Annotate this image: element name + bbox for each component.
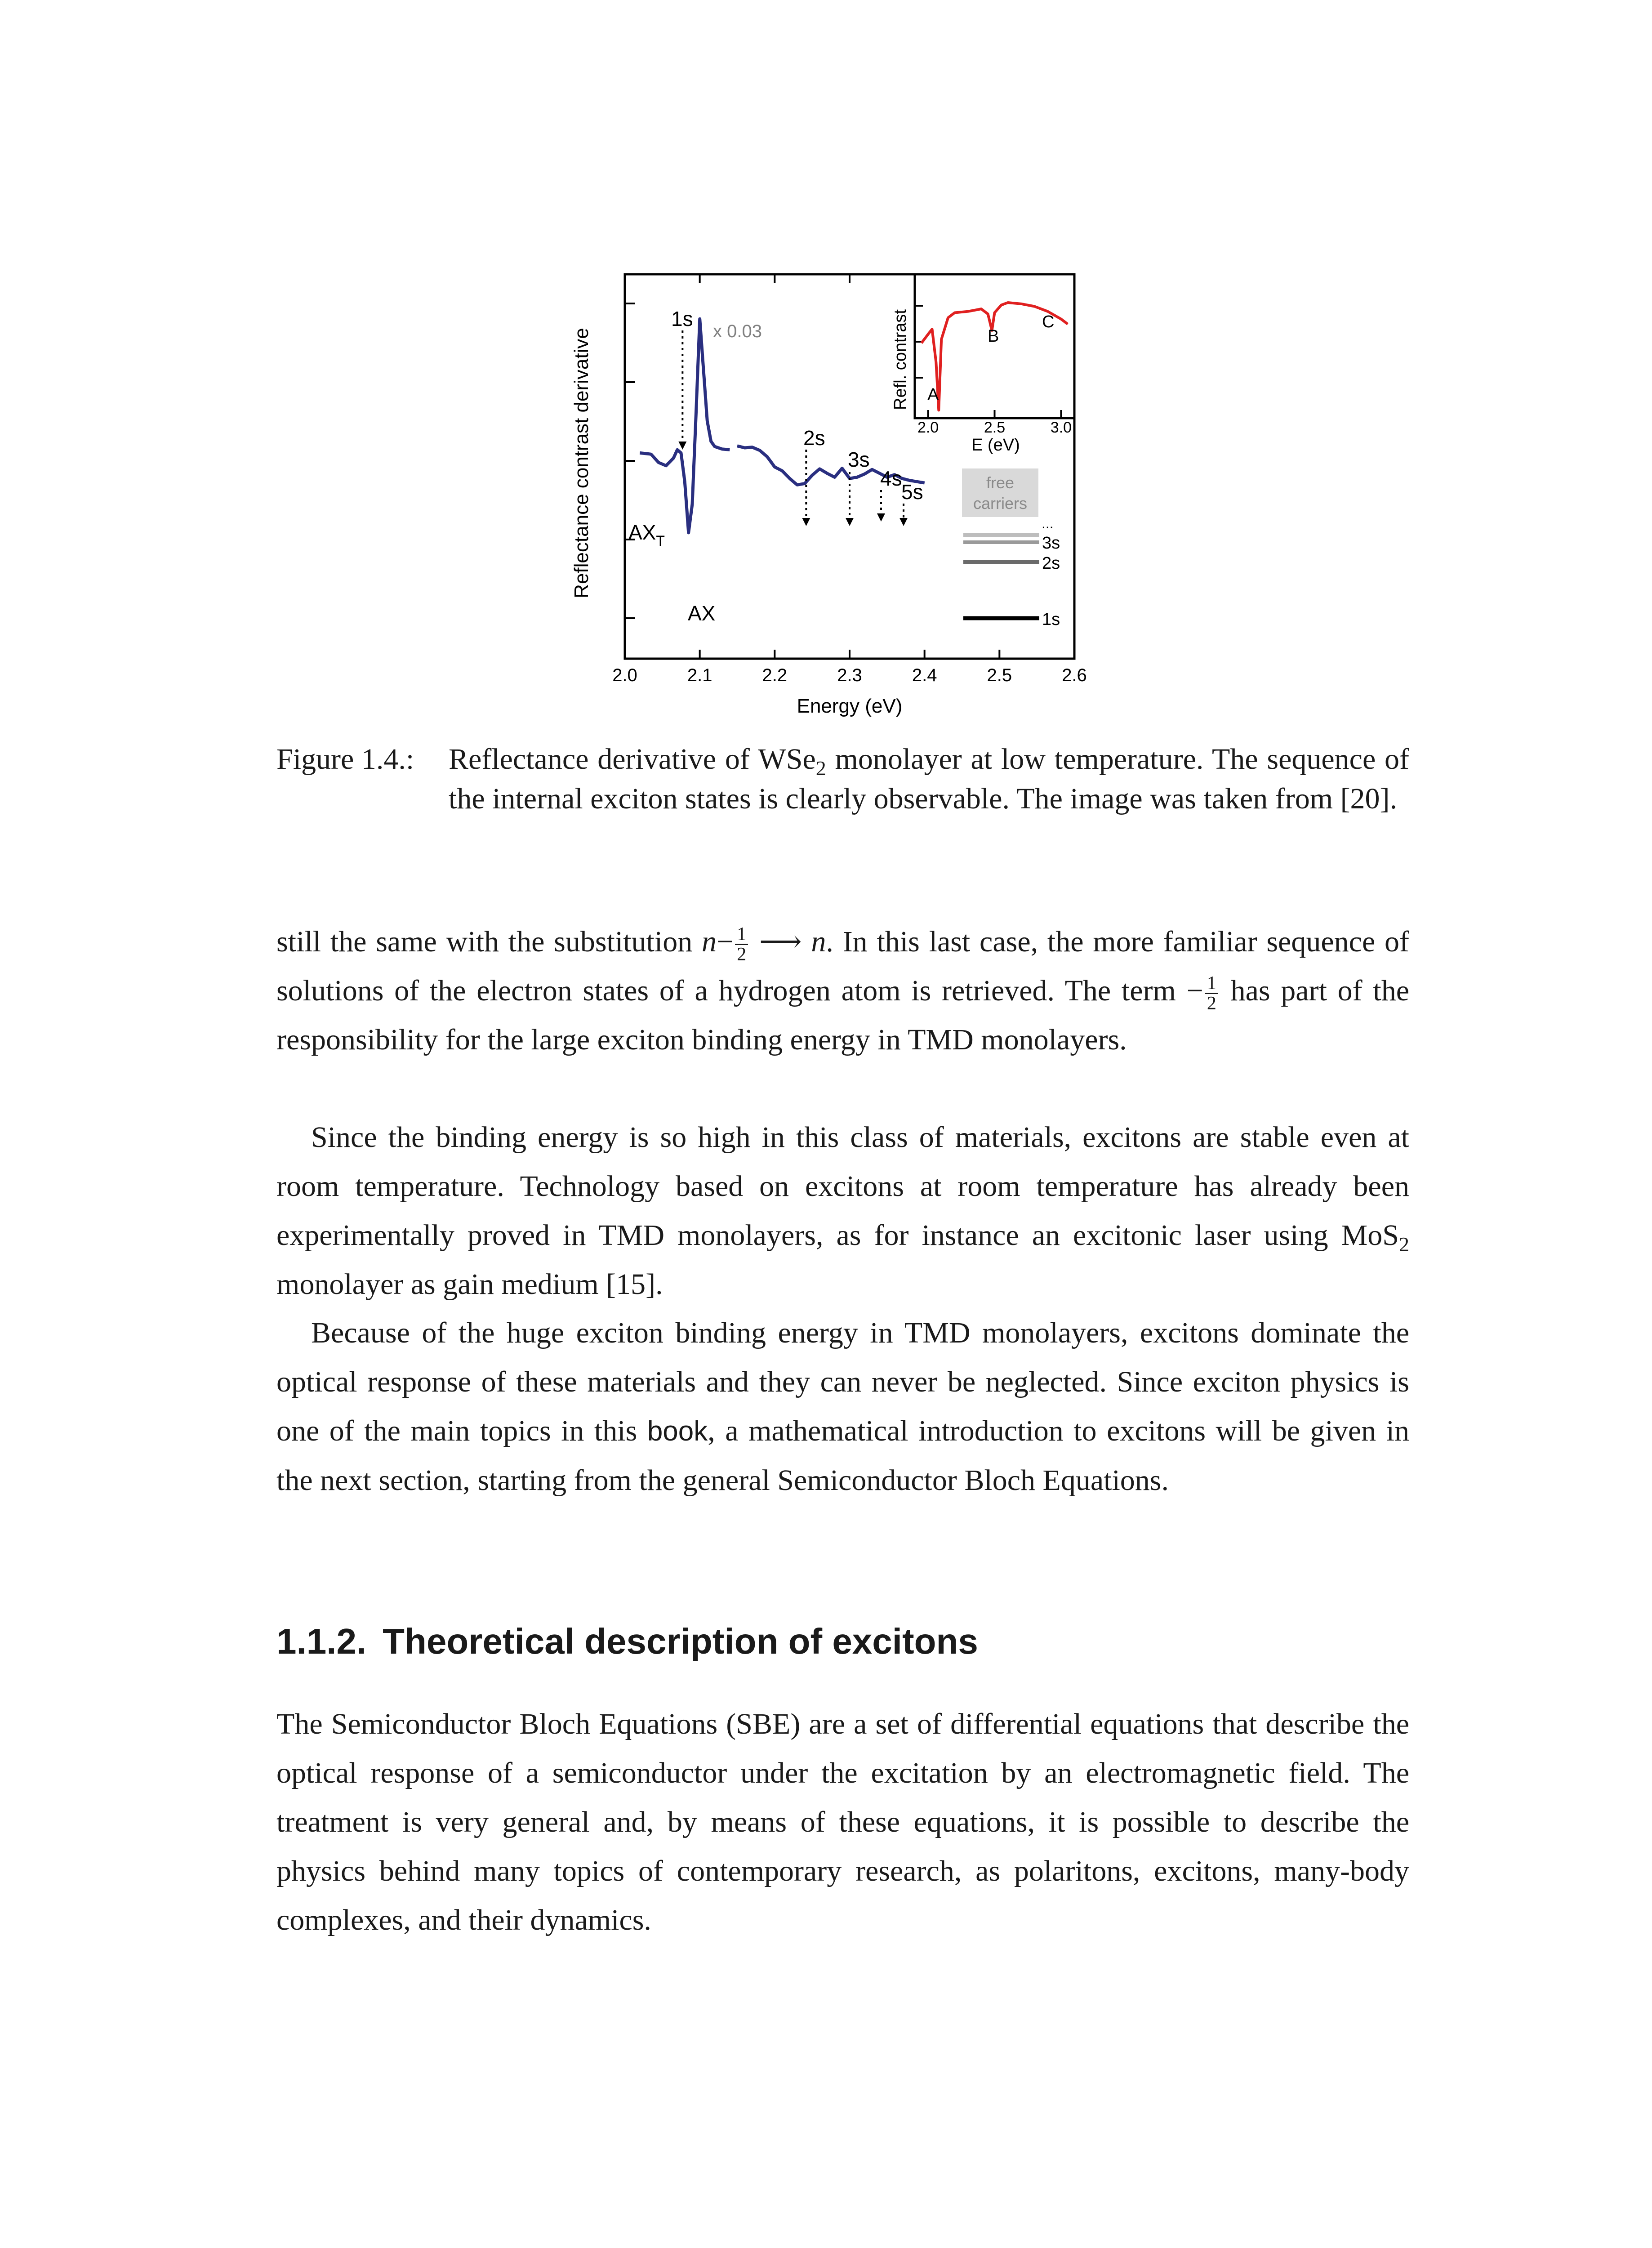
main-curve-series-1 — [640, 319, 730, 533]
caption-label: Figure 1.4.: — [276, 743, 414, 776]
main-x-tick-label: 2.3 — [837, 665, 862, 685]
peak-arrow-head — [846, 518, 854, 526]
caption-subscript: 2 — [815, 757, 826, 780]
p1-math-n2: n — [811, 925, 826, 958]
label-1s: 1s — [671, 307, 693, 330]
p1-fraction2 — [1205, 974, 1218, 1013]
p1-minus2: − — [1186, 974, 1203, 1007]
peak-arrows — [678, 330, 908, 526]
peak-arrow-head — [899, 518, 908, 526]
level-label-3s: 3s — [1042, 534, 1060, 553]
level-label-1s: 1s — [1042, 610, 1060, 629]
label-2s: 2s — [803, 426, 825, 450]
label-3s: 3s — [848, 448, 870, 471]
main-y-axis-label: Reflectance contrast derivative — [570, 328, 592, 598]
p2-subscript: 2 — [1399, 1233, 1409, 1256]
main-x-tick-label: 2.2 — [762, 665, 788, 685]
figure-caption — [276, 740, 1409, 819]
p1-arrow: ⟶ — [750, 925, 811, 958]
main-x-tick-label: 2.1 — [687, 665, 712, 685]
main-x-tick-label: 2.5 — [987, 665, 1012, 685]
main-x-tick-label: 2.4 — [912, 665, 937, 685]
inset-x-tick-label: 3.0 — [1050, 419, 1072, 436]
p3-text-b: , a mathematical introduction to excitons will be given in the next section, starting from the general Semiconductor Bloch Equations. — [276, 1414, 1410, 1497]
p1-text-a: still the same with the substitution — [276, 925, 702, 958]
caption-text-part1: Reflectance derivative of WSe — [449, 743, 816, 776]
figure-reflectance-derivative — [557, 252, 1124, 733]
inset-x-tick-label: 2.5 — [984, 419, 1006, 436]
free-carriers-line2: carriers — [973, 494, 1028, 513]
main-axis-tick-labels — [612, 665, 1087, 685]
p1-text-b: . In this last case, the more familiar sequence of solutions of the electron states of a hydrogen atom is retrieved. The term — [276, 925, 1409, 1007]
label-5s: 5s — [901, 480, 923, 504]
label-4s: 4s — [880, 467, 902, 490]
p1-math-n: n — [702, 925, 717, 958]
peak-arrow-head — [678, 442, 686, 450]
paragraph-4: The Semiconductor Bloch Equations (SBE) are a set of differential equations that describe the optical response of a semiconductor under the excitation by an electromagnetic field. The treatment is very general and, by means of these equations, it is possible to describe the physics behind many topics of contemporary research, as polaritons, excitons, many-body complexes, and their dynamics. — [276, 1708, 1409, 1936]
inset-label-a: A — [927, 385, 939, 404]
p3-text-a: Because of the huge exciton binding energy in TMD monolayers, excitons dominate the optical response of these materials and they can never be neglected. Since exciton physics is one of the main topics in this — [276, 1316, 1409, 1447]
paragraph-3 — [276, 1308, 1409, 1505]
inset-x-axis-label: E (eV) — [971, 436, 1020, 455]
inset-x-tick-label: 2.0 — [917, 419, 939, 436]
caption-text-part2: monolayer at low temperature. The sequence of the internal exciton states is clearly observable. The image was taken from [20]. — [449, 743, 1410, 815]
p3-word-book: book — [647, 1416, 708, 1447]
p1-frac2-den: 2 — [1207, 993, 1216, 1014]
section-number: 1.1.2. — [276, 1621, 367, 1661]
p1-minus: − — [717, 925, 734, 958]
chart-svg — [557, 252, 1124, 733]
peak-arrow-head — [877, 513, 885, 522]
main-x-tick-label: 2.6 — [1062, 665, 1087, 685]
label-axt: $AX_T$ — [628, 521, 665, 549]
section-heading — [276, 1621, 978, 1662]
caption-text — [449, 740, 1409, 819]
inset-tick-labels — [917, 419, 1072, 436]
scale-factor-label: x 0.03 — [713, 321, 762, 341]
p2-text-b: monolayer as gain medium [15]. — [276, 1268, 663, 1301]
p2-text-a: Since the binding energy is so high in this class of materials, excitons are stable even at room temperature. Technology based on excitons at room temperature has already been experimentally proved in TMD monolayers, as for instance an excitonic laser using MoS — [276, 1121, 1409, 1252]
peak-arrow-head — [802, 518, 810, 526]
inset-label-c: C — [1042, 312, 1055, 331]
levels-ellipsis: ... — [1042, 515, 1054, 531]
inset-label-b: B — [988, 327, 999, 346]
inset-y-axis-label: Refl. contrast — [891, 309, 910, 410]
label-ax: AX — [688, 602, 716, 625]
paragraph-1 — [276, 917, 1409, 1064]
p1-fraction — [735, 925, 748, 964]
paragraph-2 — [276, 1113, 1409, 1309]
p1-frac-num: 1 — [735, 925, 748, 945]
section-title: Theoretical description of excitons — [383, 1621, 978, 1661]
p1-text-c: has part of the responsibility for the large exciton binding energy in TMD monolayers. — [276, 974, 1409, 1056]
free-carriers-line1: free — [986, 473, 1015, 492]
main-x-axis-label: Energy (eV) — [797, 695, 903, 717]
main-x-tick-label: 2.0 — [612, 665, 637, 685]
p1-frac-den: 2 — [737, 944, 747, 965]
p1-frac2-num: 1 — [1205, 974, 1218, 994]
level-label-2s: 2s — [1042, 554, 1060, 573]
